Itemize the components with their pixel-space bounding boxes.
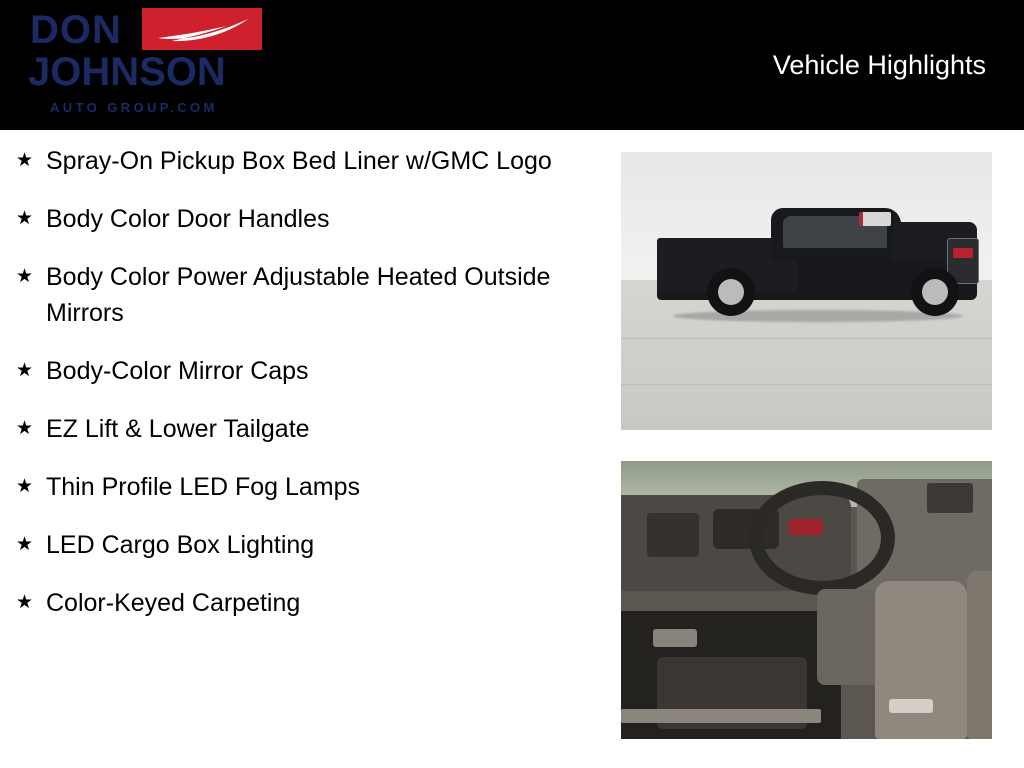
list-item [0, 353, 600, 389]
page-title: Vehicle Highlights [772, 50, 986, 80]
star-bullet-icon: ★ [16, 150, 34, 171]
vehicle-interior-photo [621, 461, 992, 739]
star-bullet-icon: ★ [16, 360, 34, 381]
star-bullet-icon: ★ [16, 592, 34, 613]
logo-tagline: AUTO GROUP.COM [50, 100, 218, 115]
feature-label: Body Color Door Handles [46, 205, 330, 233]
star-bullet-icon: ★ [16, 418, 34, 439]
floor-seam [621, 338, 992, 339]
feature-label: EZ Lift & Lower Tailgate [46, 415, 310, 443]
door-sill [621, 709, 821, 723]
star-bullet-icon: ★ [16, 266, 34, 287]
side-mirror [927, 483, 973, 513]
feature-label: Color-Keyed Carpeting [46, 589, 301, 617]
list-item [0, 201, 600, 237]
list-item [0, 585, 600, 621]
star-bullet-icon: ★ [16, 208, 34, 229]
feature-label: Body Color Power Adjustable Heated Outside Mirrors [46, 263, 551, 327]
floor-seam [621, 384, 992, 385]
star-bullet-icon: ★ [16, 476, 34, 497]
feature-list [0, 143, 600, 643]
rear-wheel [707, 268, 755, 316]
gmc-badge-icon [953, 248, 973, 258]
windshield-price-tag [859, 212, 891, 226]
passenger-seat [967, 571, 992, 739]
list-item [0, 527, 600, 563]
list-item [0, 411, 600, 447]
steering-wheel [749, 481, 895, 595]
feature-label: Body-Color Mirror Caps [46, 357, 309, 385]
front-seat [875, 581, 967, 739]
vehicle-exterior-photo [621, 152, 992, 430]
dealership-logo[interactable] [14, 4, 262, 128]
logo-text-johnson: JOHNSON [28, 50, 226, 94]
star-bullet-icon: ★ [16, 534, 34, 555]
pedal [653, 629, 697, 647]
feature-label: Thin Profile LED Fog Lamps [46, 473, 361, 501]
air-vent [647, 513, 699, 557]
logo-text-don: DON [30, 8, 122, 52]
feature-label: Spray-On Pickup Box Bed Liner w/GMC Logo [46, 147, 552, 175]
swoosh-icon [154, 16, 254, 44]
feature-label: LED Cargo Box Lighting [46, 531, 315, 559]
header-bar [0, 0, 1024, 130]
list-item [0, 259, 600, 331]
list-item [0, 143, 600, 179]
front-wheel [911, 268, 959, 316]
gmc-steering-badge-icon [789, 519, 823, 535]
list-item [0, 469, 600, 505]
seat-control-switch [889, 699, 933, 713]
